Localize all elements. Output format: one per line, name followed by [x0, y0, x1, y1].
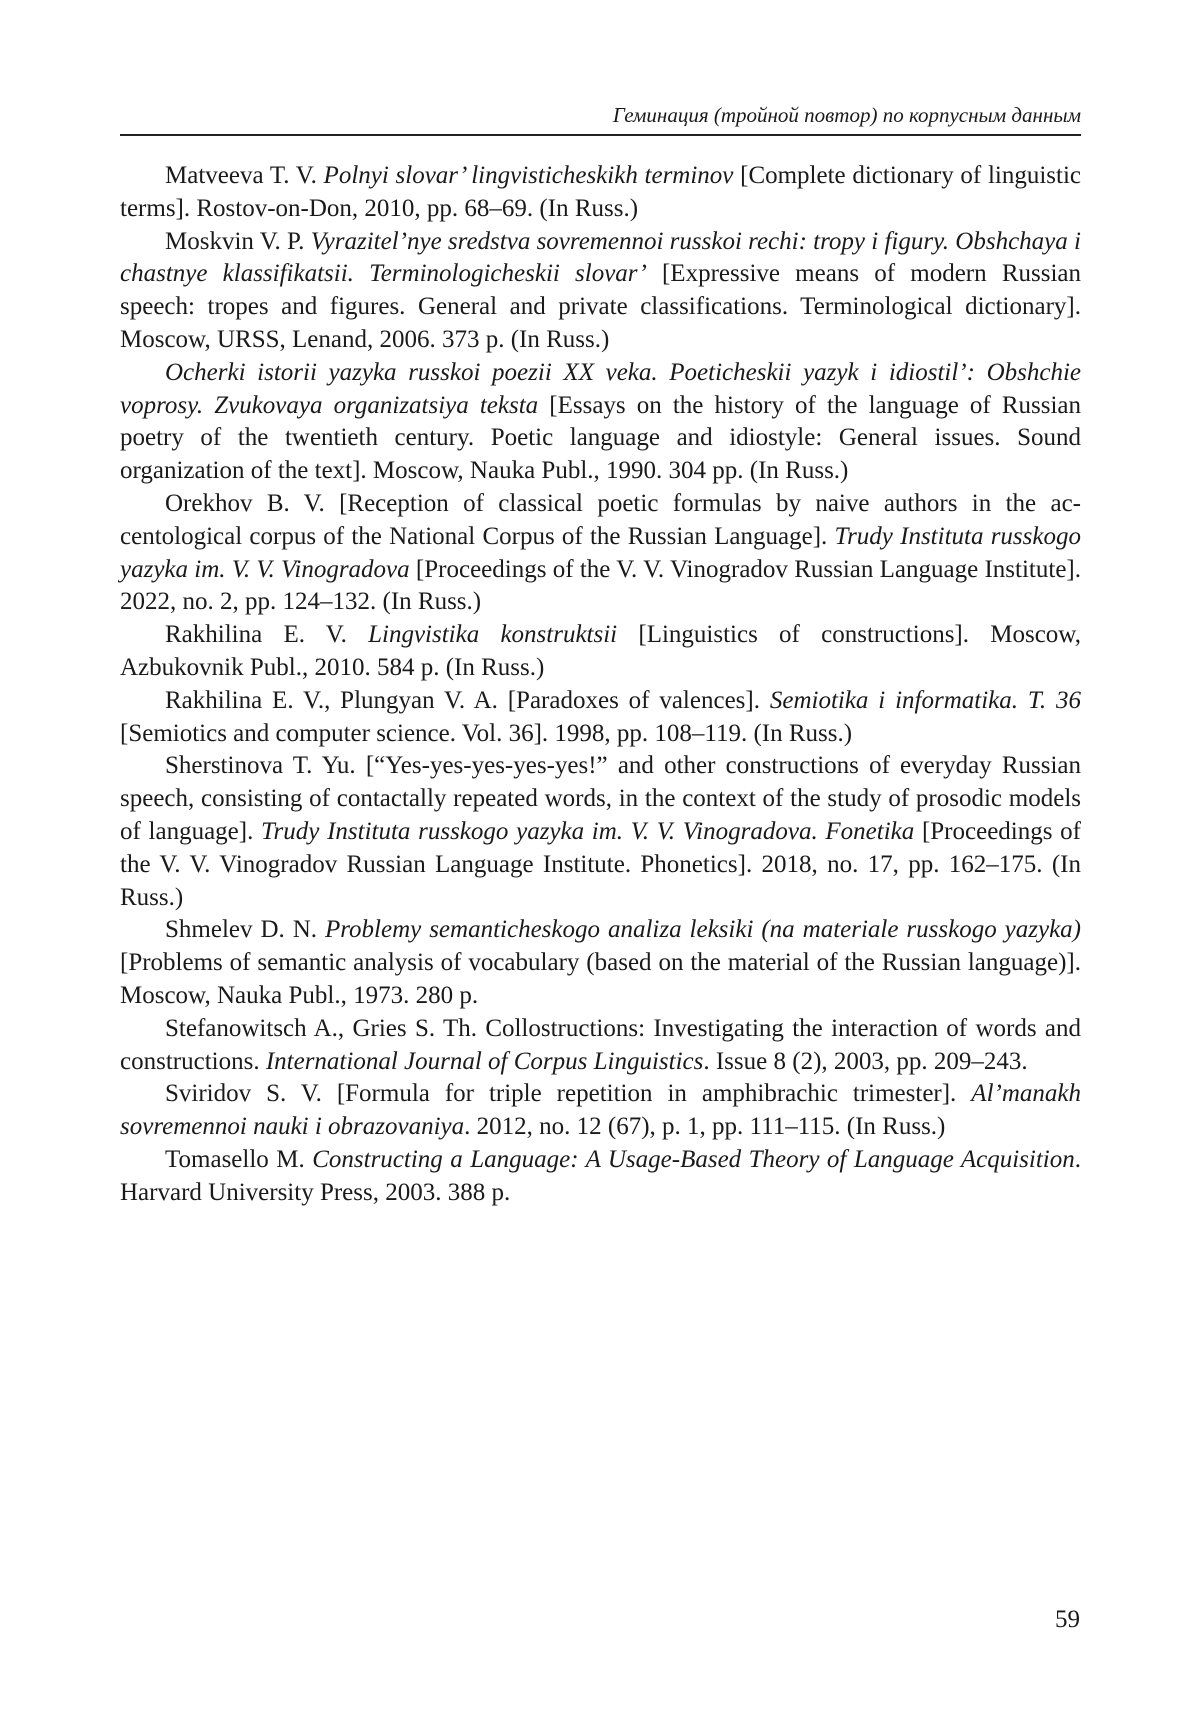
reference-title: Ocherki istorii yazyka russkoi poezii XX veka. Poeticheskii yazyk i idiostil’: Obshchie voprosy. Zvukovaya organizatsiya teksta — [120, 358, 1081, 419]
reference-entry — [120, 619, 1081, 685]
reference-text: [Complete dictionary of linguistic terms]. Rostov-on-Don, 2010, pp. 68–69. (In Russ.) — [120, 162, 1082, 222]
reference-entry — [120, 488, 1081, 619]
reference-entry — [120, 914, 1081, 1012]
reference-text: Sherstinova T. Yu. [“Yes-yes-yes-yes-yes!” and other constructions of everyday Russian speech, consisting of contactally repeated words, in the context of the study of prosodic models of language]. — [120, 752, 1081, 845]
reference-text: [Essays on the history of the language of Russian poetry of the twentieth century. Poetic language and idiostyle: General issues. Sound organization of the text]. Moscow, Nauka Publ., 1990. 304 pp. (In Russ.) — [120, 391, 1082, 485]
reference-text: Tomasello M. — [165, 1145, 313, 1173]
reference-text: [Linguistics of constructions]. Moscow, Azbukovnik Publ., 2010. 584 p. (In Russ.) — [120, 621, 1081, 681]
reference-text: Shmelev D. N. — [165, 916, 325, 944]
reference-title: Trudy Instituta russkogo yazyka im. V. V. Vinogradova. Fonetika — [261, 817, 915, 845]
reference-entry — [120, 750, 1081, 914]
reference-entry — [120, 1144, 1081, 1210]
reference-text: Rakhilina E. V., Plungyan V. A. [Paradoxes of valences]. — [165, 686, 770, 714]
reference-entry — [120, 357, 1081, 488]
page-number: 59 — [1055, 1606, 1080, 1633]
reference-title: Al’manakh sovremennoi nauki i obrazovaniya — [120, 1080, 1081, 1141]
reference-text: Stefanowitsch A., Gries S. Th. Collostructions: Investigating the interaction of words and constructions. — [120, 1014, 1081, 1075]
reference-text: [Proceedings of the V. V. Vinogradov Russian Language Institute]. 2022, no. 2, pp. 124–132. (In Russ.) — [120, 555, 1081, 616]
reference-title: Semiotika i informatika. T. 36 — [769, 686, 1082, 714]
reference-entry — [120, 1078, 1081, 1144]
reference-text: [Problems of semantic analysis of vocabulary (based on the material of the Russian language)]. Moscow, Nauka Publ., 1973. 280 p. — [120, 949, 1081, 1009]
running-header — [120, 100, 1081, 136]
reference-entry — [120, 1013, 1081, 1079]
reference-title: Trudy Instituta russkogo yazyka im. V. V. Vinogradova — [120, 522, 1081, 583]
reference-entry — [120, 685, 1081, 751]
reference-list — [120, 160, 1081, 1210]
reference-title: Lingvistika konstruktsii — [368, 621, 618, 649]
reference-text: [Semiotics and computer science. Vol. 36]. 1998, pp. 108–119. (In Russ.) — [120, 719, 853, 747]
reference-text: Rakhilina E. V. — [165, 621, 369, 649]
reference-title: International Journal of Corpus Linguistics — [265, 1047, 704, 1075]
reference-text: . 2012, no. 12 (67), p. 1, pp. 111–115. (In Russ.) — [464, 1113, 946, 1141]
reference-title: Vyrazitel’nye sredstva sovremennoi russkoi rechi: tropy i figury. Obshchaya i chastnye klassifikatsii. Terminologicheskii slovar’ — [120, 227, 1081, 288]
reference-text: . Issue 8 (2), 2003, pp. 209–243. — [703, 1047, 1028, 1075]
reference-text: . Harvard University Press, 2003. 388 p. — [120, 1145, 1082, 1206]
reference-title: Problemy semanticheskogo analiza leksiki (na materiale russkogo yazyka) — [324, 916, 1081, 944]
reference-text: Matveeva T. V. — [165, 162, 324, 189]
reference-text: [Expressive means of modern Russian speech: tropes and figures. General and private classifications. Terminological dictionary]. Moscow, URSS, Lenand, 2006. 373 p. (In Russ.) — [120, 260, 1081, 353]
running-title: Геминация (тройной повтор) по корпусным данным — [612, 103, 1081, 127]
reference-text: Moskvin V. P. — [165, 227, 311, 255]
reference-entry — [120, 226, 1081, 357]
reference-title: Constructing a Language: A Usage-Based Theory of Language Acquisition — [312, 1145, 1075, 1173]
reference-text: [Proceedings of the V. V. Vinogradov Russian Language Institute. Phonetics]. 2018, no. 17, pp. 162–175. (In Russ.) — [120, 817, 1081, 911]
reference-title: Polnyi slovar’ lingvisticheskikh terminov — [323, 162, 734, 189]
reference-entry — [120, 160, 1081, 226]
reference-text: Sviridov S. V. [Formula for triple repetition in amphibrachic trimester]. — [165, 1080, 972, 1108]
reference-text: Orekhov B. V. [Reception of classical poetic formulas by naive authors in the accentological corpus of the National Corpus of the Russian Language]. — [120, 489, 1081, 550]
